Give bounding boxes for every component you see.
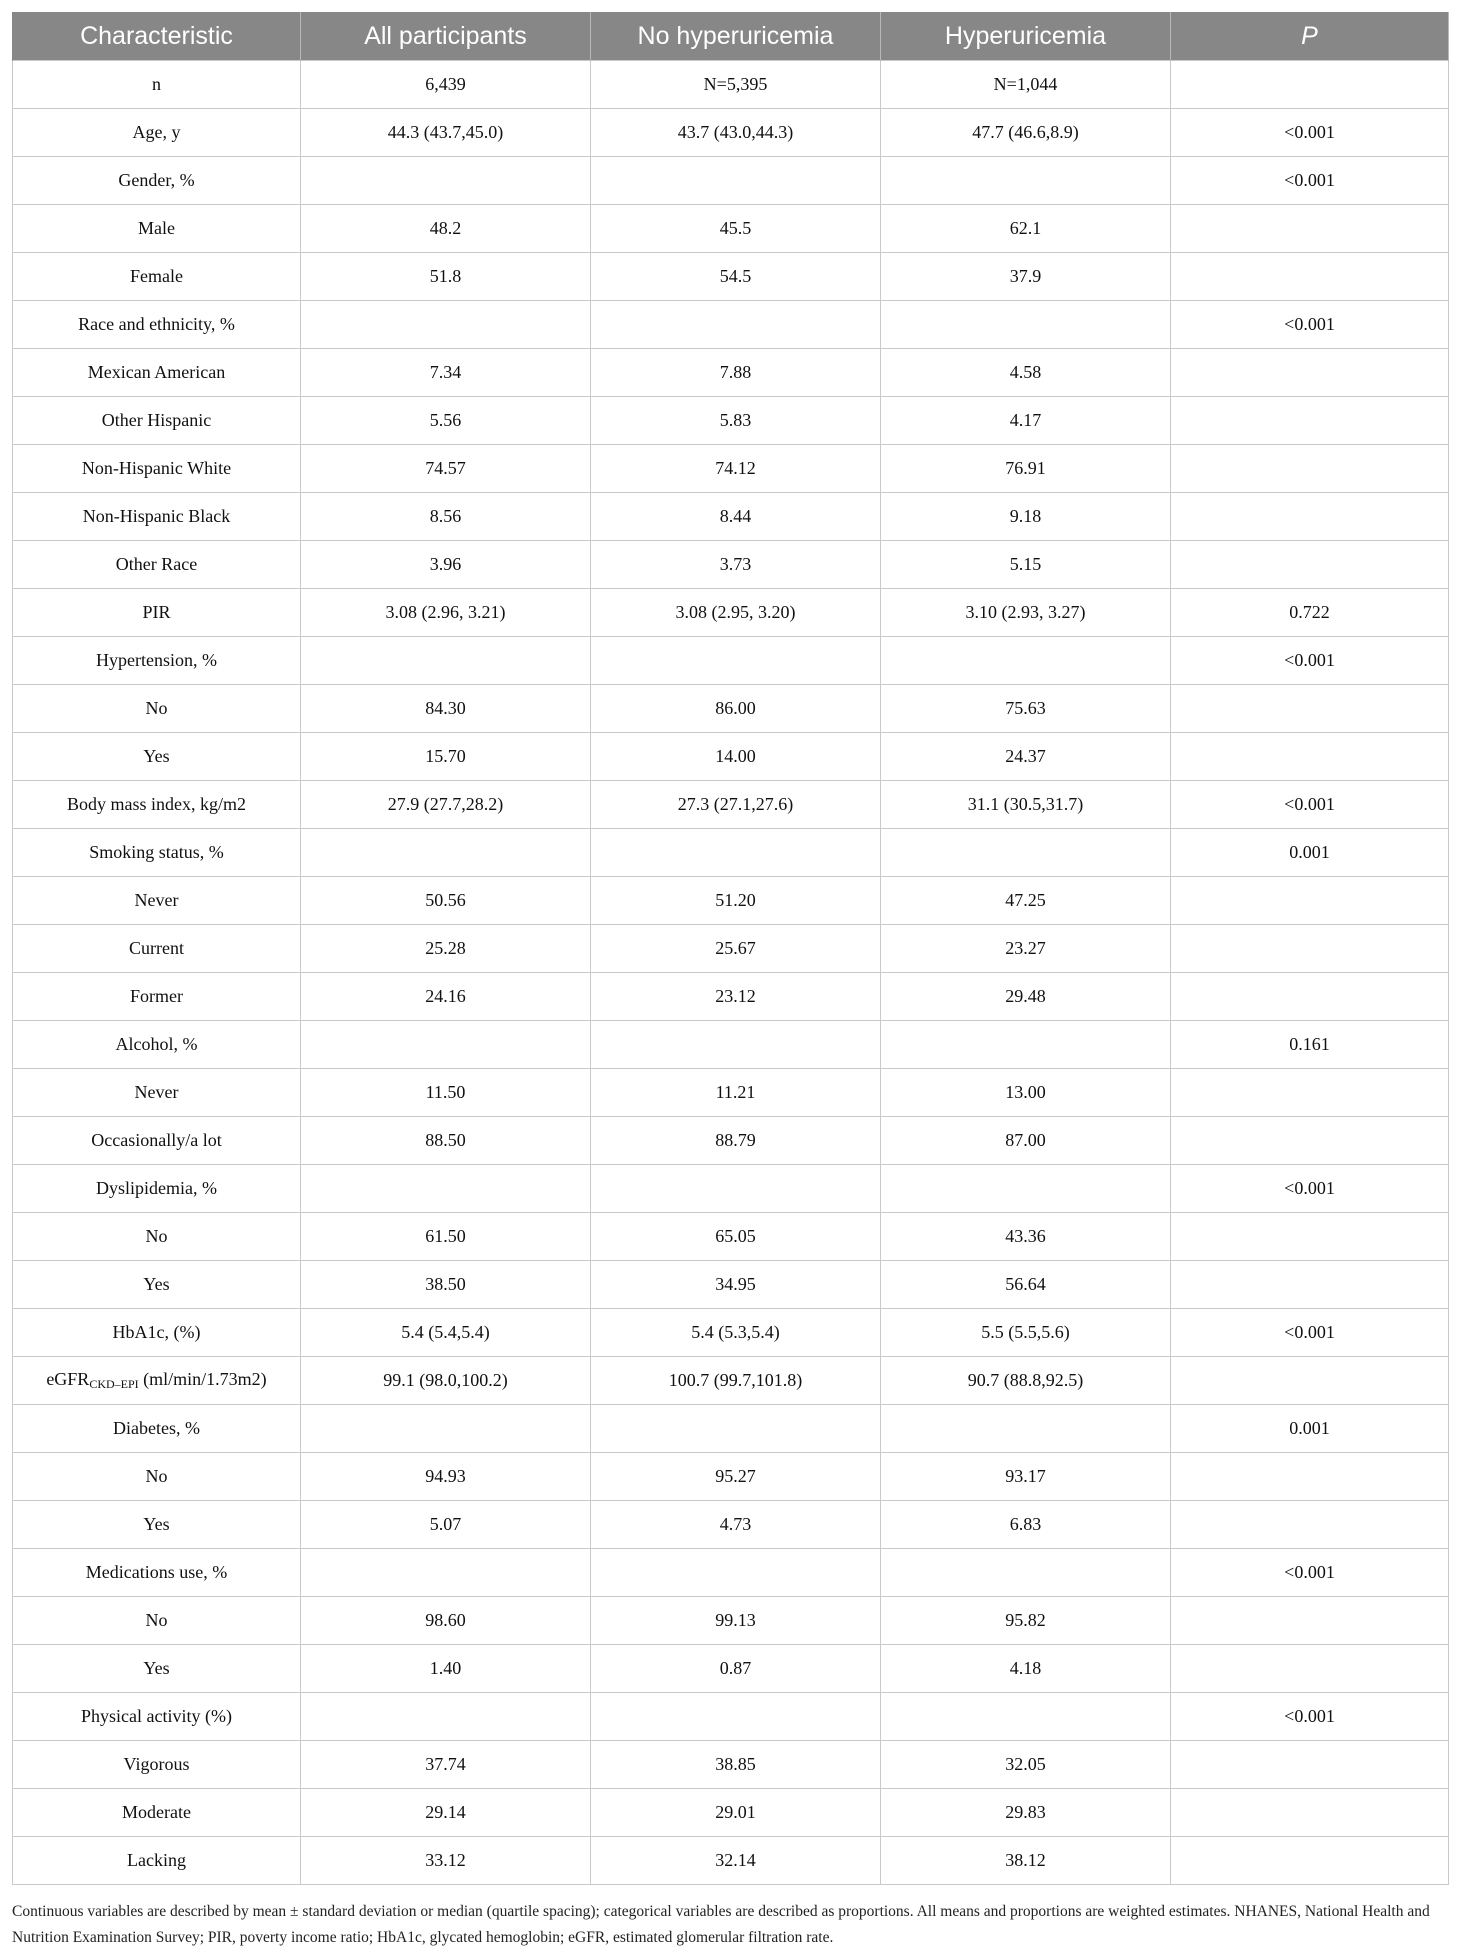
characteristic-cell: Mexican American bbox=[13, 349, 301, 397]
p-value-cell: 0.001 bbox=[1171, 1405, 1449, 1453]
table-container bbox=[12, 12, 1448, 1951]
no-hyperuricemia-cell: 38.85 bbox=[591, 1741, 881, 1789]
characteristic-cell: Hypertension, % bbox=[13, 637, 301, 685]
characteristic-cell: Never bbox=[13, 877, 301, 925]
no-hyperuricemia-cell: 51.20 bbox=[591, 877, 881, 925]
table-row bbox=[13, 1021, 1449, 1069]
table-row bbox=[13, 493, 1449, 541]
table-row bbox=[13, 205, 1449, 253]
all-participants-cell: 50.56 bbox=[301, 877, 591, 925]
characteristic-cell: Female bbox=[13, 253, 301, 301]
no-hyperuricemia-cell: 34.95 bbox=[591, 1261, 881, 1309]
no-hyperuricemia-cell: 23.12 bbox=[591, 973, 881, 1021]
no-hyperuricemia-cell bbox=[591, 1165, 881, 1213]
table-row bbox=[13, 1693, 1449, 1741]
no-hyperuricemia-cell: 8.44 bbox=[591, 493, 881, 541]
table-footnote: Continuous variables are described by mean ± standard deviation or median (quartile spacing); categorical variables are described as proportions. All means and proportions are weighted estimates. NHANES, National Health and Nutrition Examination Survey; PIR, poverty income ratio; HbA1c, glycated hemoglobin; eGFR, estimated glomerular filtration rate. bbox=[12, 1903, 1430, 1946]
p-value-cell bbox=[1171, 877, 1449, 925]
characteristic-cell: Alcohol, % bbox=[13, 1021, 301, 1069]
all-participants-cell bbox=[301, 1021, 591, 1069]
characteristic-cell: No bbox=[13, 1213, 301, 1261]
p-value-cell bbox=[1171, 1261, 1449, 1309]
hyperuricemia-cell bbox=[881, 637, 1171, 685]
table-row bbox=[13, 1453, 1449, 1501]
p-value-cell: <0.001 bbox=[1171, 1549, 1449, 1597]
all-participants-cell: 51.8 bbox=[301, 253, 591, 301]
characteristic-cell: Diabetes, % bbox=[13, 1405, 301, 1453]
hyperuricemia-cell: 6.83 bbox=[881, 1501, 1171, 1549]
table-row bbox=[13, 1597, 1449, 1645]
table-row bbox=[13, 589, 1449, 637]
all-participants-cell bbox=[301, 1165, 591, 1213]
no-hyperuricemia-cell: 54.5 bbox=[591, 253, 881, 301]
hyperuricemia-cell: 24.37 bbox=[881, 733, 1171, 781]
table-row bbox=[13, 301, 1449, 349]
characteristic-cell: Other Race bbox=[13, 541, 301, 589]
table-row bbox=[13, 637, 1449, 685]
no-hyperuricemia-cell: 100.7 (99.7,101.8) bbox=[591, 1357, 881, 1405]
no-hyperuricemia-cell bbox=[591, 1549, 881, 1597]
characteristic-cell: Body mass index, kg/m2 bbox=[13, 781, 301, 829]
hyperuricemia-cell: 4.58 bbox=[881, 349, 1171, 397]
characteristic-cell: Yes bbox=[13, 1261, 301, 1309]
hyperuricemia-cell: 5.5 (5.5,5.6) bbox=[881, 1309, 1171, 1357]
no-hyperuricemia-cell: 95.27 bbox=[591, 1453, 881, 1501]
characteristics-table bbox=[12, 12, 1449, 1885]
no-hyperuricemia-cell: 65.05 bbox=[591, 1213, 881, 1261]
characteristic-cell: Vigorous bbox=[13, 1741, 301, 1789]
no-hyperuricemia-cell: N=5,395 bbox=[591, 61, 881, 109]
table-row bbox=[13, 1645, 1449, 1693]
all-participants-cell: 3.08 (2.96, 3.21) bbox=[301, 589, 591, 637]
no-hyperuricemia-cell: 3.73 bbox=[591, 541, 881, 589]
all-participants-cell: 61.50 bbox=[301, 1213, 591, 1261]
header-hyperuricemia: Hyperuricemia bbox=[881, 12, 1171, 61]
egfr-label-subscript: CKD–EPI bbox=[89, 1377, 139, 1391]
all-participants-cell bbox=[301, 1549, 591, 1597]
no-hyperuricemia-cell: 11.21 bbox=[591, 1069, 881, 1117]
characteristic-cell: Other Hispanic bbox=[13, 397, 301, 445]
no-hyperuricemia-cell: 4.73 bbox=[591, 1501, 881, 1549]
hyperuricemia-cell: 32.05 bbox=[881, 1741, 1171, 1789]
no-hyperuricemia-cell: 74.12 bbox=[591, 445, 881, 493]
p-value-cell bbox=[1171, 1357, 1449, 1405]
hyperuricemia-cell: N=1,044 bbox=[881, 61, 1171, 109]
no-hyperuricemia-cell: 27.3 (27.1,27.6) bbox=[591, 781, 881, 829]
header-p-value: P bbox=[1171, 12, 1449, 61]
no-hyperuricemia-cell: 45.5 bbox=[591, 205, 881, 253]
all-participants-cell bbox=[301, 1693, 591, 1741]
hyperuricemia-cell: 47.25 bbox=[881, 877, 1171, 925]
hyperuricemia-cell: 5.15 bbox=[881, 541, 1171, 589]
p-value-cell bbox=[1171, 1117, 1449, 1165]
p-value-cell bbox=[1171, 1789, 1449, 1837]
all-participants-cell: 7.34 bbox=[301, 349, 591, 397]
header-row bbox=[13, 12, 1449, 61]
p-value-cell: <0.001 bbox=[1171, 301, 1449, 349]
p-value-cell bbox=[1171, 1837, 1449, 1885]
p-value-cell bbox=[1171, 253, 1449, 301]
table-row bbox=[13, 61, 1449, 109]
p-value-cell bbox=[1171, 349, 1449, 397]
table-body bbox=[13, 61, 1449, 1885]
egfr-label-base: eGFR bbox=[46, 1369, 90, 1389]
characteristic-cell: Age, y bbox=[13, 109, 301, 157]
table-row bbox=[13, 781, 1449, 829]
egfr-label-units: (ml/min/1.73m2) bbox=[138, 1369, 267, 1389]
characteristic-cell: No bbox=[13, 685, 301, 733]
table-row bbox=[13, 1405, 1449, 1453]
hyperuricemia-cell: 87.00 bbox=[881, 1117, 1171, 1165]
hyperuricemia-cell bbox=[881, 1549, 1171, 1597]
all-participants-cell: 5.4 (5.4,5.4) bbox=[301, 1309, 591, 1357]
table-row bbox=[13, 733, 1449, 781]
hyperuricemia-cell: 93.17 bbox=[881, 1453, 1171, 1501]
hyperuricemia-cell: 31.1 (30.5,31.7) bbox=[881, 781, 1171, 829]
hyperuricemia-cell bbox=[881, 829, 1171, 877]
table-row bbox=[13, 397, 1449, 445]
no-hyperuricemia-cell: 32.14 bbox=[591, 1837, 881, 1885]
p-value-cell bbox=[1171, 1597, 1449, 1645]
characteristic-cell: Moderate bbox=[13, 1789, 301, 1837]
p-value-cell bbox=[1171, 205, 1449, 253]
no-hyperuricemia-cell: 29.01 bbox=[591, 1789, 881, 1837]
characteristic-cell: Smoking status, % bbox=[13, 829, 301, 877]
characteristic-cell: Medications use, % bbox=[13, 1549, 301, 1597]
p-value-cell bbox=[1171, 1069, 1449, 1117]
p-value-cell bbox=[1171, 445, 1449, 493]
hyperuricemia-cell: 47.7 (46.6,8.9) bbox=[881, 109, 1171, 157]
p-value-cell bbox=[1171, 397, 1449, 445]
all-participants-cell: 48.2 bbox=[301, 205, 591, 253]
characteristic-cell: Physical activity (%) bbox=[13, 1693, 301, 1741]
characteristic-cell: Non-Hispanic Black bbox=[13, 493, 301, 541]
all-participants-cell: 11.50 bbox=[301, 1069, 591, 1117]
characteristic-cell: Non-Hispanic White bbox=[13, 445, 301, 493]
hyperuricemia-cell: 62.1 bbox=[881, 205, 1171, 253]
all-participants-cell: 8.56 bbox=[301, 493, 591, 541]
hyperuricemia-cell: 95.82 bbox=[881, 1597, 1171, 1645]
characteristic-cell: Race and ethnicity, % bbox=[13, 301, 301, 349]
hyperuricemia-cell: 75.63 bbox=[881, 685, 1171, 733]
all-participants-cell: 25.28 bbox=[301, 925, 591, 973]
table-row bbox=[13, 877, 1449, 925]
table-row bbox=[13, 1309, 1449, 1357]
p-value-cell: <0.001 bbox=[1171, 1309, 1449, 1357]
hyperuricemia-cell bbox=[881, 1165, 1171, 1213]
p-value-cell: <0.001 bbox=[1171, 781, 1449, 829]
table-row bbox=[13, 1741, 1449, 1789]
no-hyperuricemia-cell: 5.83 bbox=[591, 397, 881, 445]
table-row bbox=[13, 1213, 1449, 1261]
hyperuricemia-cell: 4.17 bbox=[881, 397, 1171, 445]
hyperuricemia-cell: 29.83 bbox=[881, 1789, 1171, 1837]
no-hyperuricemia-cell: 14.00 bbox=[591, 733, 881, 781]
table-header bbox=[13, 12, 1449, 61]
p-value-cell: 0.001 bbox=[1171, 829, 1449, 877]
all-participants-cell: 24.16 bbox=[301, 973, 591, 1021]
no-hyperuricemia-cell bbox=[591, 1405, 881, 1453]
hyperuricemia-cell bbox=[881, 1405, 1171, 1453]
all-participants-cell: 27.9 (27.7,28.2) bbox=[301, 781, 591, 829]
p-value-cell bbox=[1171, 1213, 1449, 1261]
hyperuricemia-cell bbox=[881, 301, 1171, 349]
p-value-cell: <0.001 bbox=[1171, 1693, 1449, 1741]
all-participants-cell: 74.57 bbox=[301, 445, 591, 493]
all-participants-cell: 33.12 bbox=[301, 1837, 591, 1885]
hyperuricemia-cell: 38.12 bbox=[881, 1837, 1171, 1885]
table-row bbox=[13, 1789, 1449, 1837]
table-row bbox=[13, 685, 1449, 733]
no-hyperuricemia-cell: 86.00 bbox=[591, 685, 881, 733]
table-row bbox=[13, 973, 1449, 1021]
table-row bbox=[13, 157, 1449, 205]
p-value-cell bbox=[1171, 733, 1449, 781]
all-participants-cell bbox=[301, 637, 591, 685]
table-row bbox=[13, 1069, 1449, 1117]
hyperuricemia-cell: 9.18 bbox=[881, 493, 1171, 541]
characteristic-cell: HbA1c, (%) bbox=[13, 1309, 301, 1357]
no-hyperuricemia-cell: 5.4 (5.3,5.4) bbox=[591, 1309, 881, 1357]
all-participants-cell: 94.93 bbox=[301, 1453, 591, 1501]
hyperuricemia-cell bbox=[881, 1693, 1171, 1741]
p-value-cell bbox=[1171, 925, 1449, 973]
characteristic-cell: No bbox=[13, 1453, 301, 1501]
no-hyperuricemia-cell bbox=[591, 301, 881, 349]
all-participants-cell: 1.40 bbox=[301, 1645, 591, 1693]
hyperuricemia-cell bbox=[881, 1021, 1171, 1069]
no-hyperuricemia-cell: 7.88 bbox=[591, 349, 881, 397]
header-all-participants: All participants bbox=[301, 12, 591, 61]
table-row bbox=[13, 1165, 1449, 1213]
no-hyperuricemia-cell bbox=[591, 637, 881, 685]
no-hyperuricemia-cell: 25.67 bbox=[591, 925, 881, 973]
hyperuricemia-cell bbox=[881, 157, 1171, 205]
characteristic-cell bbox=[13, 1357, 301, 1405]
characteristic-cell: Lacking bbox=[13, 1837, 301, 1885]
all-participants-cell: 38.50 bbox=[301, 1261, 591, 1309]
no-hyperuricemia-cell bbox=[591, 829, 881, 877]
all-participants-cell bbox=[301, 829, 591, 877]
characteristic-cell: No bbox=[13, 1597, 301, 1645]
table-row bbox=[13, 1501, 1449, 1549]
all-participants-cell: 5.07 bbox=[301, 1501, 591, 1549]
header-no-hyperuricemia: No hyperuricemia bbox=[591, 12, 881, 61]
p-value-cell: <0.001 bbox=[1171, 109, 1449, 157]
table-row bbox=[13, 925, 1449, 973]
p-value-cell: <0.001 bbox=[1171, 637, 1449, 685]
p-value-cell: 0.161 bbox=[1171, 1021, 1449, 1069]
hyperuricemia-cell: 29.48 bbox=[881, 973, 1171, 1021]
table-row bbox=[13, 109, 1449, 157]
characteristic-cell: Occasionally/a lot bbox=[13, 1117, 301, 1165]
all-participants-cell bbox=[301, 1405, 591, 1453]
hyperuricemia-cell: 3.10 (2.93, 3.27) bbox=[881, 589, 1171, 637]
characteristic-cell: Yes bbox=[13, 1501, 301, 1549]
hyperuricemia-cell: 76.91 bbox=[881, 445, 1171, 493]
no-hyperuricemia-cell: 99.13 bbox=[591, 1597, 881, 1645]
table-row bbox=[13, 1117, 1449, 1165]
no-hyperuricemia-cell bbox=[591, 1021, 881, 1069]
table-row bbox=[13, 253, 1449, 301]
p-value-cell bbox=[1171, 1453, 1449, 1501]
table-row bbox=[13, 541, 1449, 589]
hyperuricemia-cell: 23.27 bbox=[881, 925, 1171, 973]
characteristic-cell: Former bbox=[13, 973, 301, 1021]
characteristic-cell: Dyslipidemia, % bbox=[13, 1165, 301, 1213]
characteristic-cell: Current bbox=[13, 925, 301, 973]
no-hyperuricemia-cell: 3.08 (2.95, 3.20) bbox=[591, 589, 881, 637]
all-participants-cell bbox=[301, 157, 591, 205]
p-value-cell: <0.001 bbox=[1171, 1165, 1449, 1213]
p-value-cell bbox=[1171, 493, 1449, 541]
table-row bbox=[13, 1261, 1449, 1309]
p-value-cell: <0.001 bbox=[1171, 157, 1449, 205]
all-participants-cell: 5.56 bbox=[301, 397, 591, 445]
no-hyperuricemia-cell: 0.87 bbox=[591, 1645, 881, 1693]
all-participants-cell: 29.14 bbox=[301, 1789, 591, 1837]
characteristic-cell: n bbox=[13, 61, 301, 109]
characteristic-cell: Yes bbox=[13, 1645, 301, 1693]
all-participants-cell: 44.3 (43.7,45.0) bbox=[301, 109, 591, 157]
all-participants-cell: 88.50 bbox=[301, 1117, 591, 1165]
characteristic-cell: Gender, % bbox=[13, 157, 301, 205]
no-hyperuricemia-cell bbox=[591, 1693, 881, 1741]
all-participants-cell: 3.96 bbox=[301, 541, 591, 589]
table-row bbox=[13, 445, 1449, 493]
all-participants-cell: 6,439 bbox=[301, 61, 591, 109]
no-hyperuricemia-cell: 43.7 (43.0,44.3) bbox=[591, 109, 881, 157]
all-participants-cell: 37.74 bbox=[301, 1741, 591, 1789]
hyperuricemia-cell: 43.36 bbox=[881, 1213, 1171, 1261]
p-value-cell bbox=[1171, 541, 1449, 589]
characteristic-cell: Male bbox=[13, 205, 301, 253]
all-participants-cell: 99.1 (98.0,100.2) bbox=[301, 1357, 591, 1405]
table-row bbox=[13, 349, 1449, 397]
table-row bbox=[13, 1837, 1449, 1885]
table-row bbox=[13, 1549, 1449, 1597]
p-value-cell bbox=[1171, 1741, 1449, 1789]
p-value-cell bbox=[1171, 1645, 1449, 1693]
characteristic-cell: PIR bbox=[13, 589, 301, 637]
table-row bbox=[13, 1357, 1449, 1405]
characteristic-cell: Never bbox=[13, 1069, 301, 1117]
all-participants-cell: 84.30 bbox=[301, 685, 591, 733]
p-value-cell bbox=[1171, 685, 1449, 733]
p-value-cell bbox=[1171, 61, 1449, 109]
all-participants-cell: 98.60 bbox=[301, 1597, 591, 1645]
all-participants-cell bbox=[301, 301, 591, 349]
header-characteristic: Characteristic bbox=[13, 12, 301, 61]
hyperuricemia-cell: 13.00 bbox=[881, 1069, 1171, 1117]
table-row bbox=[13, 829, 1449, 877]
no-hyperuricemia-cell: 88.79 bbox=[591, 1117, 881, 1165]
characteristic-cell: Yes bbox=[13, 733, 301, 781]
p-value-cell bbox=[1171, 1501, 1449, 1549]
hyperuricemia-cell: 37.9 bbox=[881, 253, 1171, 301]
p-value-cell bbox=[1171, 973, 1449, 1021]
hyperuricemia-cell: 4.18 bbox=[881, 1645, 1171, 1693]
p-value-cell: 0.722 bbox=[1171, 589, 1449, 637]
all-participants-cell: 15.70 bbox=[301, 733, 591, 781]
hyperuricemia-cell: 90.7 (88.8,92.5) bbox=[881, 1357, 1171, 1405]
hyperuricemia-cell: 56.64 bbox=[881, 1261, 1171, 1309]
no-hyperuricemia-cell bbox=[591, 157, 881, 205]
